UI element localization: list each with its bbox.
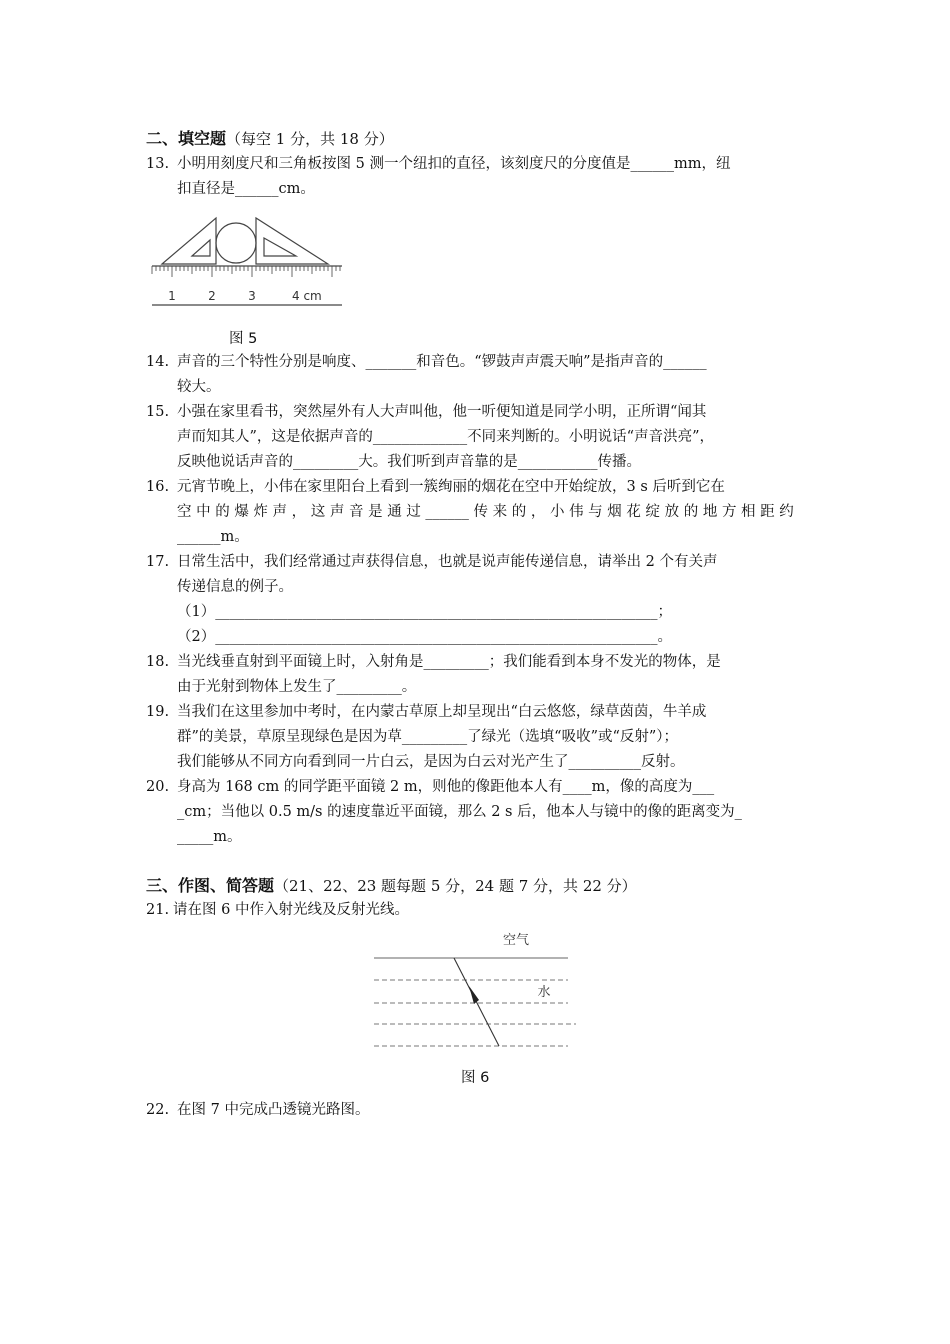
question-number: 14. xyxy=(146,354,170,370)
question-number: 13. xyxy=(146,156,170,172)
figure-6-refraction-diagram xyxy=(368,928,583,1056)
question-number: 15. xyxy=(146,404,170,420)
question-14 xyxy=(146,350,814,400)
question-line: 我们能够从不同方向看到同一片白云，是因为白云对光产生了__________反射。 xyxy=(177,754,685,770)
section-2-note: （每空 1 分，共 18 分） xyxy=(226,130,394,148)
question-number: 20. xyxy=(146,779,170,795)
question-line: 日常生活中，我们经常通过声获得信息，也就是说声能传递信息，请举出 2 个有关声 xyxy=(177,554,718,570)
question-line: 当光线垂直射到平面镜上时，入射角是_________；我们能看到本身不发光的物体，是 xyxy=(177,654,721,670)
question-number: 19. xyxy=(146,704,170,720)
ruler-ticks xyxy=(152,266,340,277)
right-set-square xyxy=(256,218,328,264)
ruler-label: 3 xyxy=(248,289,256,303)
question-17 xyxy=(146,550,814,650)
question-20 xyxy=(146,775,814,850)
section-3-title xyxy=(146,873,637,896)
left-set-square-hole xyxy=(192,240,210,256)
section-3-heading: 三、作图、简答题 xyxy=(146,876,275,895)
question-line: 由于光射到物体上发生了_________。 xyxy=(177,679,417,695)
ray-arrow-head xyxy=(469,986,479,1004)
question-number: 17. xyxy=(146,554,170,570)
question-18 xyxy=(146,650,814,700)
question-number: 22. xyxy=(146,1102,170,1118)
ruler-label: 2 xyxy=(208,289,216,303)
question-21 xyxy=(146,898,814,923)
question-line: （1）_____________________________________________________________； xyxy=(177,604,672,620)
button-circle xyxy=(216,223,256,263)
question-16 xyxy=(146,475,814,550)
ruler-label: 4 cm xyxy=(292,289,322,303)
question-line: 身高为 168 cm 的同学距平面镜 2 m，则他的像距他本人有____m，像的高度为___ xyxy=(177,779,715,795)
question-13 xyxy=(146,152,814,202)
question-line: _____m。 xyxy=(177,829,242,845)
question-number: 18. xyxy=(146,654,170,670)
question-line: 较大。 xyxy=(177,379,221,395)
question-line: 声而知其人”，这是依据声音的_____________不同来判断的。小明说话“声音洪亮”， xyxy=(177,429,714,445)
question-line: 小明用刻度尺和三角板按图 5 测一个纽扣的直径，该刻度尺的分度值是______mm，纽 xyxy=(177,156,731,172)
left-set-square xyxy=(162,218,216,264)
question-line: _cm；当他以 0.5 m/s 的速度靠近平面镜，那么 2 s 后，他本人与镜中的像的距离变为_ xyxy=(177,804,742,820)
question-line: 在图 7 中完成凸透镜光路图。 xyxy=(177,1102,370,1118)
figure-5-ruler-diagram xyxy=(148,212,348,312)
question-line: ______m。 xyxy=(177,529,249,545)
ruler-label: 1 xyxy=(168,289,176,303)
question-number: 21. xyxy=(146,902,170,918)
label-water: 水 xyxy=(537,985,551,1000)
section-3-note: （21、22、23 题每题 5 分，24 题 7 分，共 22 分） xyxy=(274,877,637,895)
question-line: 传递信息的例子。 xyxy=(177,579,293,595)
question-number: 16. xyxy=(146,479,170,495)
question-15 xyxy=(146,400,814,475)
question-line: 群”的美景，草原呈现绿色是因为草_________了绿光（选填“吸收”或“反射”）； xyxy=(177,729,679,745)
section-2-title xyxy=(146,126,394,149)
figure-6-caption: 图 6 xyxy=(461,1070,490,1086)
question-line: 小强在家里看书，突然屋外有人大声叫他，他一听便知道是同学小明，正所谓“闻其 xyxy=(177,404,707,420)
question-22 xyxy=(146,1098,814,1123)
figure-5-caption: 图 5 xyxy=(229,331,258,347)
section-2-heading: 二、填空题 xyxy=(146,129,227,148)
label-air: 空气 xyxy=(502,933,530,948)
question-19 xyxy=(146,700,814,775)
question-line: （2）_____________________________________________________________。 xyxy=(177,629,672,645)
question-line: 元宵节晚上，小伟在家里阳台上看到一簇绚丽的烟花在空中开始绽放，3 s 后听到它在 xyxy=(177,479,725,495)
question-line: 声音的三个特性分别是响度、_______和音色。“锣鼓声声震天响”是指声音的______ xyxy=(177,354,707,370)
question-line: 空 中 的 爆 炸 声 ， 这 声 音 是 通 过 ______ 传 来 的 ， 小 伟 与 烟 花 绽 放 的 地 方 相 距 约 xyxy=(177,504,794,520)
question-line: 扣直径是______cm。 xyxy=(177,181,315,197)
question-line: 当我们在这里参加中考时，在内蒙古草原上却呈现出“白云悠悠，绿草茵茵，牛羊成 xyxy=(177,704,707,720)
question-line: 请在图 6 中作入射光线及反射光线。 xyxy=(173,902,409,918)
question-line: 反映他说话声音的_________大。我们听到声音靠的是___________传播。 xyxy=(177,454,641,470)
